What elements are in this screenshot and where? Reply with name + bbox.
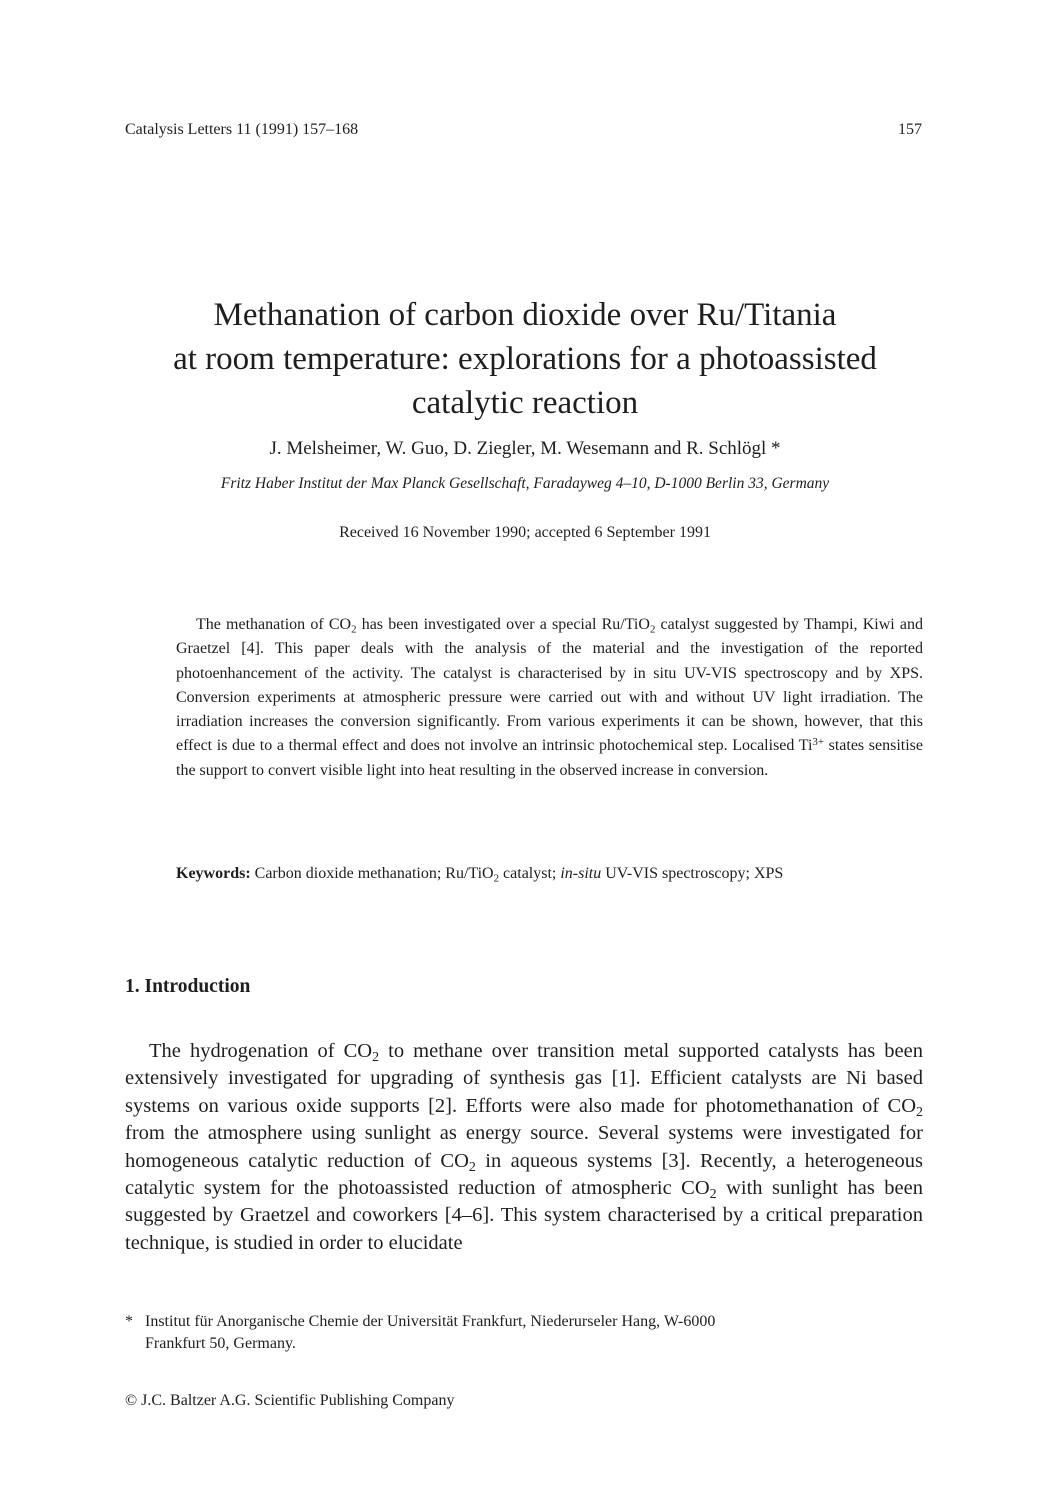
body-text: to methane over transition metal supported catalysts has been extensively investigated for upgrading of synthesis gas [1]. Efficient catalysts are Ni based systems on various oxide supports [2]. Efforts were also made for photomethanation of CO [125, 1040, 923, 1117]
author-list: J. Melsheimer, W. Guo, D. Ziegler, M. Wesemann and R. Schlögl * [269, 438, 781, 459]
keywords-text: catalyst; [499, 865, 561, 882]
abstract-text: The methanation of CO [196, 616, 352, 633]
body-text: in aqueous systems [3]. Recently, a heterogeneous catalytic system for the photoassisted reduction of atmospheric CO [125, 1149, 923, 1200]
superscript: 3+ [812, 736, 824, 749]
subscript: 2 [493, 872, 500, 885]
keywords-italic: in-situ [560, 865, 602, 882]
abstract [176, 613, 923, 783]
subscript: 2 [468, 1159, 476, 1175]
subscript: 2 [372, 1050, 380, 1066]
subscript: 2 [649, 623, 656, 636]
title-line: catalytic reaction [411, 385, 639, 421]
abstract-text: states sensitise the support to convert visible light into heat resulting in the observed increase in conversion. [176, 737, 924, 779]
keywords [176, 862, 923, 886]
keywords-text: UV-VIS spectroscopy; XPS [601, 865, 784, 882]
abstract-text: catalyst suggested by Thampi, Kiwi and Graetzel [4]. This paper deals with the analysis of the material and the investigation of the reported photoenhancement of the activity. The catalyst is characterised by in situ UV-VIS spectroscopy and by XPS. Conversion experiments at atmospheric pressure were carried out with and without UV light irradiation. The irradiation increases the conversion significantly. From various experiments it can be shown, however, that this effect is due to a thermal effect and does not involve an intrinsic photochemical step. Localised Ti [176, 616, 924, 755]
keywords-label: Keywords: [176, 865, 251, 882]
affiliation: Fritz Haber Institut der Max Planck Gesellschaft, Faradayweg 4–10, D-1000 Berlin 33, Germany [220, 475, 830, 492]
page-number: 157 [898, 121, 922, 138]
subscript: 2 [709, 1187, 717, 1203]
body-text: from the atmosphere using sunlight as energy source. Several systems were investigated for homogeneous catalytic reduction of CO [125, 1122, 923, 1172]
subscript: 2 [916, 1104, 923, 1120]
footnote-text: Frankfurt 50, Germany. [145, 1335, 296, 1352]
footnote [125, 1311, 923, 1355]
title-line: at room temperature: explorations for a photoassisted [173, 341, 877, 377]
journal-citation: Catalysis Letters 11 (1991) 157–168 [125, 121, 359, 138]
paper-title [100, 293, 950, 425]
subscript: 2 [351, 623, 357, 636]
received-dates: Received 16 November 1990; accepted 6 September 1991 [339, 524, 711, 541]
abstract-text: has been investigated over a special Ru/TiO [356, 616, 650, 633]
section-heading: 1. Introduction [125, 976, 251, 997]
copyright-notice: © J.C. Baltzer A.G. Scientific Publishing Company [125, 1392, 455, 1409]
introduction-paragraph [125, 1038, 923, 1257]
body-text: The hydrogenation of CO [149, 1040, 373, 1062]
footnote-text: Institut für Anorganische Chemie der Universität Frankfurt, Niederurseler Hang, W-6000 [145, 1313, 716, 1330]
title-line: Methanation of carbon dioxide over Ru/Titania [213, 297, 837, 333]
footnote-mark: * [125, 1313, 133, 1330]
body-text: with sunlight has been suggested by Graetzel and coworkers [4–6]. This system characterised by a critical preparation technique, is studied in order to elucidate [125, 1177, 923, 1254]
running-head [125, 121, 922, 139]
keywords-text: Carbon dioxide methanation; Ru/TiO [250, 865, 494, 882]
